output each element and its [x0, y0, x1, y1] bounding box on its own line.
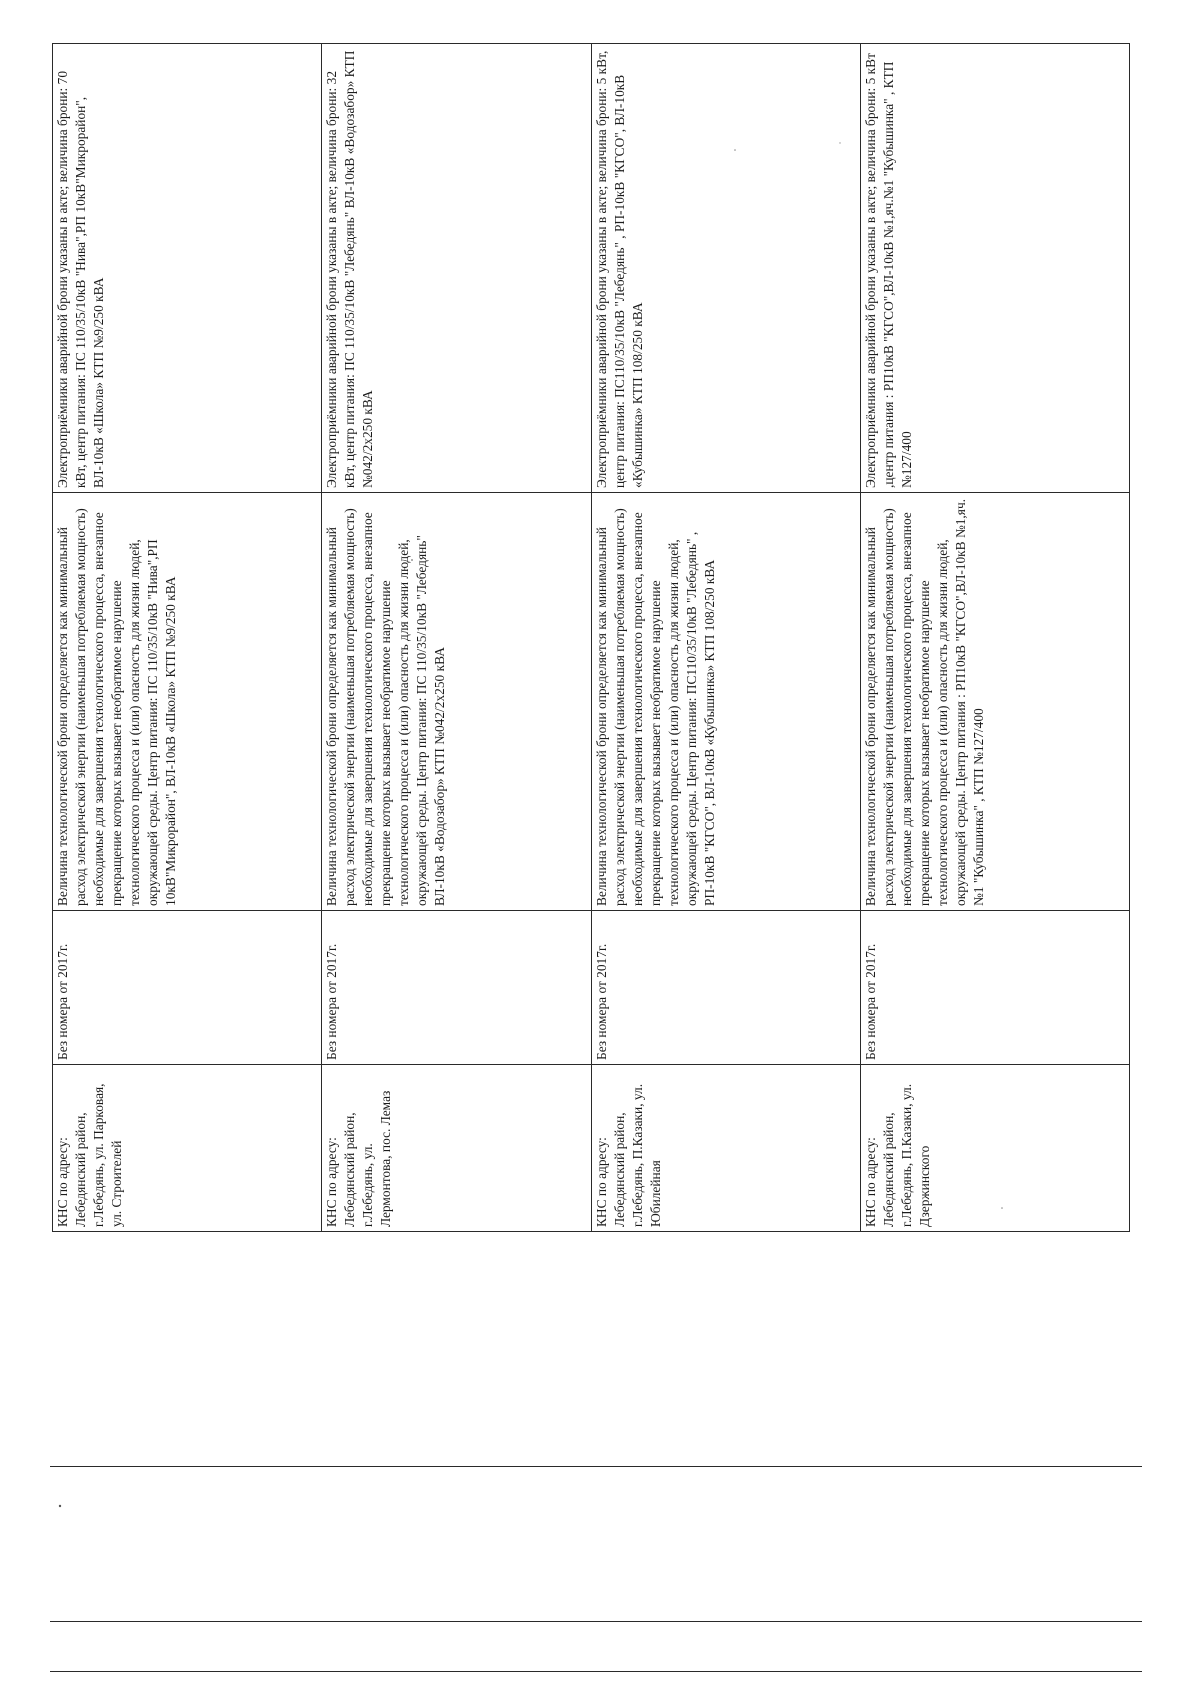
table-row	[591, 44, 860, 1232]
tech-reserve-cell: Величина технологической брони определяется как минимальный расход электрической энергии (наименьшая потребляемая мощность) необходимые для завершения технологического процесса, внезапное прекращение которых вызывает необратимое нарушение технологического процесса и (или) опасность для жизни людей, окружающей среды. Центр питания: ПС110/35/10кВ "Лебедянь" , РП-10кВ "КГСО", ВЛ-10кВ «Кубышинка» КТП 108/250 кВА	[591, 493, 860, 911]
tech-reserve-cell: Величина технологической брони определяется как минимальный расход электрической энергии (наименьшая потребляемая мощность) необходимые для завершения технологического процесса, внезапное прекращение которых вызывает необратимое нарушение технологического процесса и (или) опасность для жизни людей, окружающей среды. Центр питания : РП10кВ "КГСО",ВЛ-10кВ №1,яч.№1 "Кубышинка" , КТП №127/400	[860, 493, 1129, 911]
tech-reserve-cell: Величина технологической брони определяется как минимальный расход электрической энергии (наименьшая потребляемая мощность) необходимые для завершения технологического процесса, внезапное прекращение которых вызывает необратимое нарушение технологического процесса и (или) опасность для жизни людей, окружающей среды. Центр питания: ПС 110/35/10кВ "Лебедянь" ВЛ-10кВ «Водозабор» КТП №042/2х250 кВА	[322, 493, 591, 911]
object-address-cell: КНС по адресу: Лебедянский район, г.Лебедянь, П.Казаки, ул. Дзержинского	[860, 1065, 1129, 1232]
act-number-cell: Без номера от 2017г.	[322, 911, 591, 1065]
power-reserve-table	[52, 43, 1130, 1232]
act-number-cell: Без номера от 2017г.	[860, 911, 1129, 1065]
rotated-table-wrapper	[52, 44, 1130, 1232]
horizontal-rule	[50, 1621, 1142, 1622]
act-number-cell: Без номера от 2017г.	[53, 911, 322, 1065]
table-row	[322, 44, 591, 1232]
emergency-reserve-cell: Электроприёмники аварийной брони указаны в акте; величина брони: 32 кВт, центр питания: ПС 110/35/10кВ "Лебедянь" ВЛ-10кВ «Водозабор» КТП №042/2х250 кВА	[322, 44, 591, 493]
horizontal-rule	[50, 1671, 1142, 1672]
emergency-reserve-cell: Электроприёмники аварийной брони указаны в акте; величина брони: 5 кВт, центр питания: ПС110/35/10кВ "Лебедянь" , РП-10кВ "КГСО", ВЛ-10кВ «Кубышинка» КТП 108/250 кВА	[591, 44, 860, 493]
object-address-cell: КНС по адресу: Лебедянский район, г.Лебедянь, ул. Лермонтова, пос. Лемаз	[322, 1065, 591, 1232]
emergency-reserve-cell: Электроприёмники аварийной брони указаны в акте; величина брони: 5 кВт ,центр питания : РП10кВ "КГСО",ВЛ-10кВ №1,яч.№1 "Кубышинка" , КТП №127/400	[860, 44, 1129, 493]
object-address-cell: КНС по адресу: Лебедянский район, г.Лебедянь, ул. Парковая, ул. Строителей	[53, 1065, 322, 1232]
table-row	[53, 44, 322, 1232]
object-address-cell: КНС по адресу: Лебедянский район, г.Лебедянь, П.Казаки, ул. Юбилейная	[591, 1065, 860, 1232]
tech-reserve-cell: Величина технологической брони определяется как минимальный расход электрической энергии (наименьшая потребляемая мощность) необходимые для завершения технологического процесса, внезапное прекращение которых вызывает необратимое нарушение технологического процесса и (или) опасность для жизни людей, окружающей среды. Центр питания: ПС 110/35/10кВ "Нива",РП 10кВ"Микрорайон", ВЛ-10кВ «Школа» КТП №9/250 кВА	[53, 493, 322, 911]
act-number-cell: Без номера от 2017г.	[591, 911, 860, 1065]
horizontal-rule	[50, 1466, 1142, 1467]
emergency-reserve-cell: Электроприёмники аварийной брони указаны в акте; величина брони: 70 кВт, центр питания: ПС 110/35/10кВ "Нива",РП 10кВ"Микрорайон", ВЛ-10кВ «Школа» КТП №9/250 кВА	[53, 44, 322, 493]
table-row	[860, 44, 1129, 1232]
